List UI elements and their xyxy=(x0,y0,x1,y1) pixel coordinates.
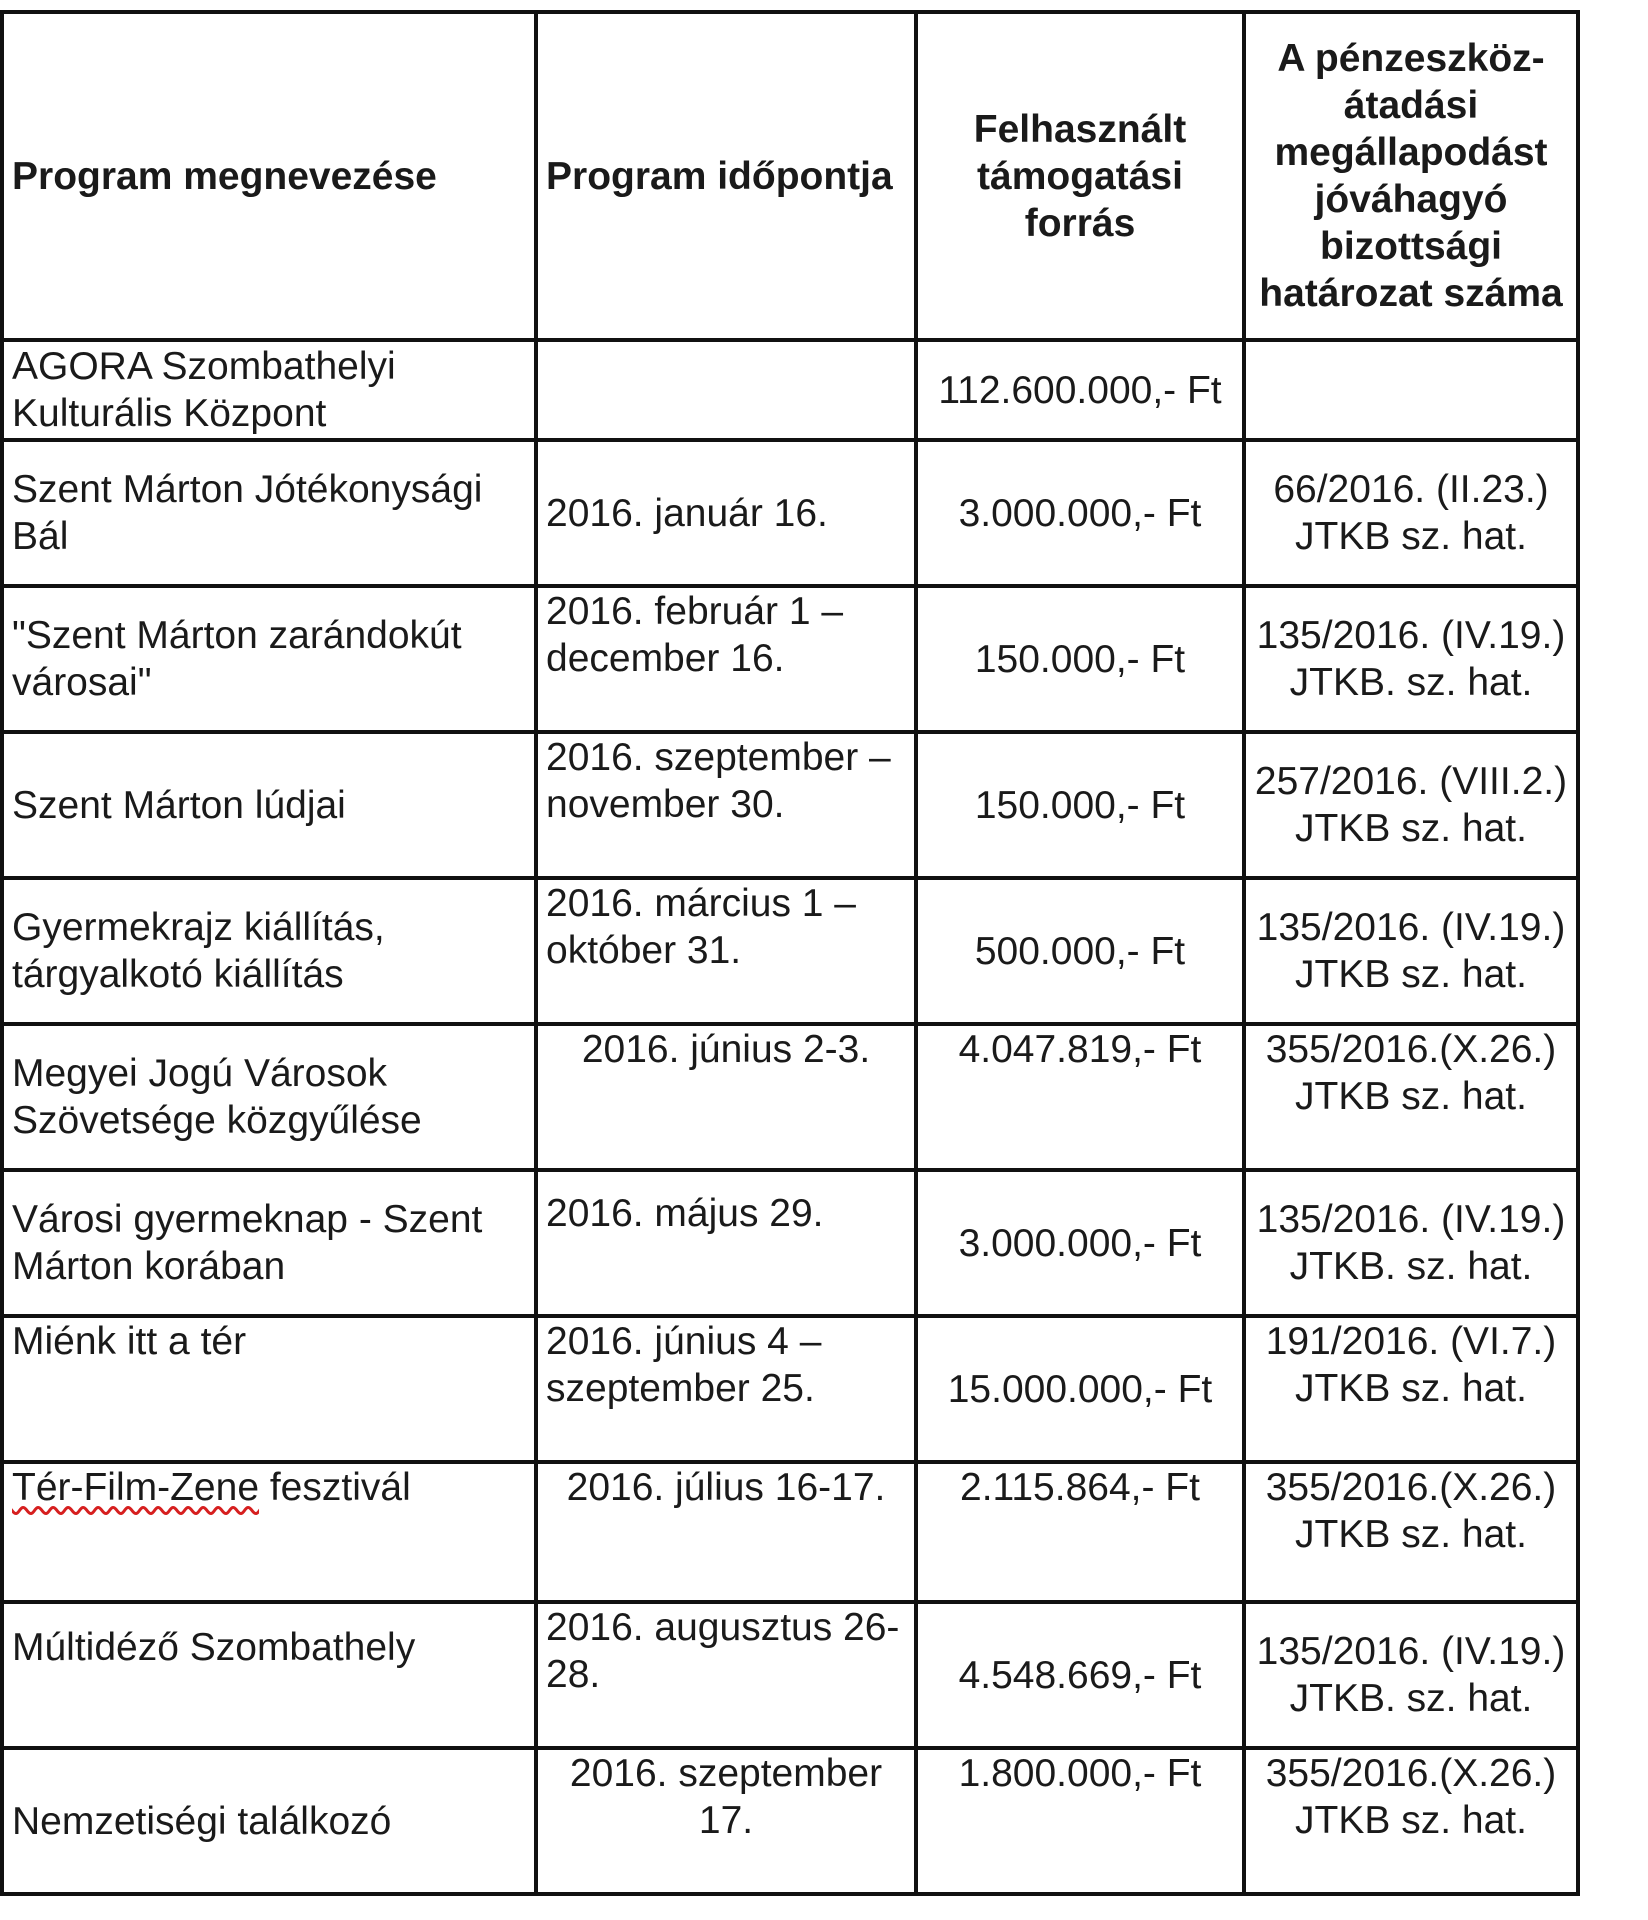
table-row xyxy=(2,1602,1578,1748)
table-row xyxy=(2,1316,1578,1462)
program-resolution: 355/2016.(X.26.) JTKB sz. hat. xyxy=(1244,1748,1578,1894)
summary-funding: 112.600.000,- Ft xyxy=(916,340,1244,440)
table-row xyxy=(2,1748,1578,1894)
table-row xyxy=(2,1462,1578,1602)
program-date: 2016. szeptember – november 30. xyxy=(536,732,916,878)
program-date: 2016. január 16. xyxy=(536,440,916,586)
program-funding: 3.000.000,- Ft xyxy=(916,1170,1244,1316)
header-program-name: Program megnevezése xyxy=(2,12,536,340)
table-row xyxy=(2,732,1578,878)
program-date: 2016. szeptember 17. xyxy=(536,1748,916,1894)
program-funding: 500.000,- Ft xyxy=(916,878,1244,1024)
program-name-underlined: Tér-Film-Zene xyxy=(12,1466,260,1509)
program-name: Nemzetiségi találkozó xyxy=(2,1748,536,1894)
program-name: "Szent Márton zarándokút városai" xyxy=(2,586,536,732)
program-date: 2016. augusztus 26-28. xyxy=(536,1602,916,1748)
program-date: 2016. március 1 – október 31. xyxy=(536,878,916,1024)
program-date: 2016. június 4 – szeptember 25. xyxy=(536,1316,916,1462)
header-row xyxy=(2,12,1578,340)
program-funding: 3.000.000,- Ft xyxy=(916,440,1244,586)
program-name xyxy=(2,1462,536,1602)
program-funding: 15.000.000,- Ft xyxy=(916,1316,1244,1462)
program-name: Gyermekrajz kiállítás, tárgyalkotó kiállítás xyxy=(2,878,536,1024)
program-resolution: 355/2016.(X.26.) JTKB sz. hat. xyxy=(1244,1024,1578,1170)
program-resolution: 135/2016. (IV.19.) JTKB. sz. hat. xyxy=(1244,1602,1578,1748)
summary-org-name: AGORA Szombathelyi Kulturális Központ xyxy=(2,340,536,440)
program-date: 2016. június 2-3. xyxy=(536,1024,916,1170)
program-funding: 150.000,- Ft xyxy=(916,586,1244,732)
table-row xyxy=(2,1024,1578,1170)
program-funding: 2.115.864,- Ft xyxy=(916,1462,1244,1602)
program-name: Szent Márton Jótékonysági Bál xyxy=(2,440,536,586)
program-resolution: 257/2016. (VIII.2.) JTKB sz. hat. xyxy=(1244,732,1578,878)
summary-date xyxy=(536,340,916,440)
program-funding-table xyxy=(0,10,1580,1896)
program-resolution: 355/2016.(X.26.) JTKB sz. hat. xyxy=(1244,1462,1578,1602)
program-funding: 4.548.669,- Ft xyxy=(916,1602,1244,1748)
program-resolution: 66/2016. (II.23.) JTKB sz. hat. xyxy=(1244,440,1578,586)
program-name: Szent Márton lúdjai xyxy=(2,732,536,878)
program-resolution: 135/2016. (IV.19.) JTKB. sz. hat. xyxy=(1244,586,1578,732)
program-resolution: 135/2016. (IV.19.) JTKB. sz. hat. xyxy=(1244,1170,1578,1316)
program-resolution: 191/2016. (VI.7.) JTKB sz. hat. xyxy=(1244,1316,1578,1462)
program-date: 2016. május 29. xyxy=(536,1170,916,1316)
header-funding: Felhasznált támogatási forrás xyxy=(916,12,1244,340)
table-row xyxy=(2,878,1578,1024)
summary-row xyxy=(2,340,1578,440)
program-name: Megyei Jogú Városok Szövetsége közgyűlése xyxy=(2,1024,536,1170)
table-row xyxy=(2,1170,1578,1316)
program-name: Városi gyermeknap - Szent Márton korában xyxy=(2,1170,536,1316)
program-name-rest: fesztivál xyxy=(259,1466,411,1509)
program-resolution: 135/2016. (IV.19.) JTKB sz. hat. xyxy=(1244,878,1578,1024)
program-date: 2016. július 16-17. xyxy=(536,1462,916,1602)
program-date: 2016. február 1 – december 16. xyxy=(536,586,916,732)
program-name: Múltidéző Szombathely xyxy=(2,1602,536,1748)
program-funding: 150.000,- Ft xyxy=(916,732,1244,878)
header-resolution: A pénzeszköz-átadási megállapodást jóváhagyó bizottsági határozat száma xyxy=(1244,12,1578,340)
program-name: Miénk itt a tér xyxy=(2,1316,536,1462)
program-funding: 1.800.000,- Ft xyxy=(916,1748,1244,1894)
table-row xyxy=(2,440,1578,586)
table-row xyxy=(2,586,1578,732)
header-program-date: Program időpontja xyxy=(536,12,916,340)
program-funding: 4.047.819,- Ft xyxy=(916,1024,1244,1170)
summary-resolution xyxy=(1244,340,1578,440)
